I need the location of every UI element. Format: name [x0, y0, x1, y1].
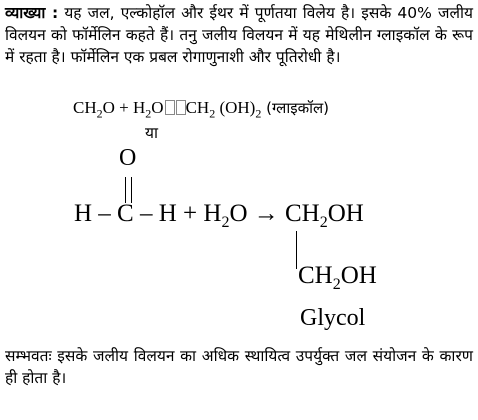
paragraph-explanation — [5, 2, 473, 68]
conclusion-text: सम्भवतः इसके जलीय विलयन का अधिक स्थायित्व उपर्युक्त जल संयोजन के कारण ही होता है। — [5, 347, 473, 387]
single-bond — [296, 231, 297, 269]
structure-ch-sub: 2 — [319, 214, 328, 231]
structure-lower-group — [298, 262, 377, 294]
eq1-rhs-oh-sub: 2 — [255, 106, 262, 121]
structure-oh: OH — [327, 200, 364, 227]
lower-ch: CH — [298, 262, 333, 289]
equation-methylene-glycol — [73, 98, 329, 121]
eq1-lhs-ch-sub: 2 — [96, 106, 103, 121]
structure-water-sub: 2 — [221, 214, 230, 231]
eq1-rhs-oh: (OH) — [215, 98, 256, 117]
structure-reactants: H – C – H + H — [74, 200, 222, 227]
structural-equation — [74, 200, 364, 232]
explanation-heading: व्याख्या : — [5, 4, 59, 22]
lower-oh: OH — [340, 262, 377, 289]
eq1-rhs-ch: CH — [185, 98, 210, 117]
explanation-text: यह जल, एल्कोहॉल और ईथर में पूर्णतया विलेय है। इसके 40% जलीय विलयन को फॉर्मेलिन कहते हैं। तनु जलीय विलयन में यह मेथिलीन ग्लाइकॉल के रूप में रहता है। फॉर्मेलिन एक प्रबल रोगाणुनाशी और पूतिरोधी है। — [5, 4, 473, 66]
eq1-lhs-ch: CH — [73, 98, 97, 117]
lower-ch-sub: 2 — [332, 276, 341, 293]
paragraph-conclusion — [5, 345, 473, 389]
carbonyl-oxygen: O — [119, 145, 137, 171]
eq1-lhs-o: O — [151, 98, 164, 117]
eq1-rhs-name: (ग्लाइकॉल) — [261, 99, 330, 117]
product-name: Glycol — [300, 305, 366, 331]
eq1-rhs-ch-sub: 2 — [209, 106, 216, 121]
eq1-lhs-h-sub: 2 — [145, 106, 152, 121]
eq1-lhs-o-plus-h: O + H — [102, 98, 146, 117]
structure-arrow-product: O → CH — [229, 200, 320, 227]
equilibrium-arrow-glyph — [164, 98, 186, 118]
or-label: या — [145, 124, 159, 142]
